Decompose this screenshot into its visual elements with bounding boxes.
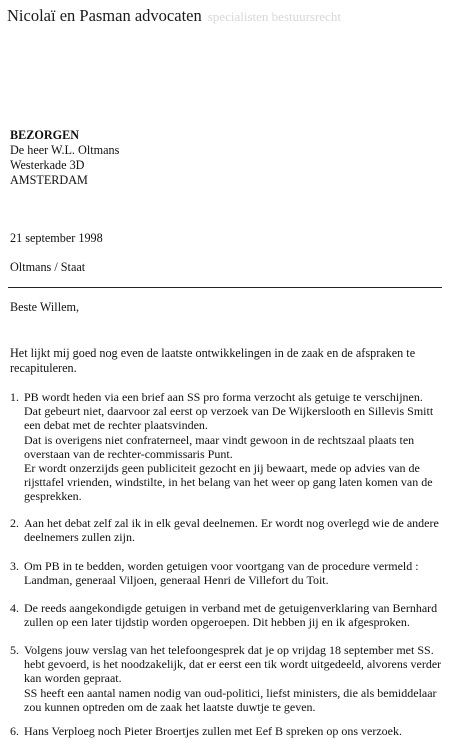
list-item [10,390,442,504]
list-item [10,516,442,544]
item-number: 1. [10,390,19,404]
salutation: Beste Willem, [10,300,80,314]
letter-reference: Oltmans / Staat [10,260,86,274]
item-paragraph: Aan het debat zelf zal ik in elk geval deelnemen. Er wordt nog overlegd wie de andere deelnemers zullen zijn. [24,516,439,545]
item-paragraph: Hans Verploeg noch Pieter Broertjes zullen met Eef B spreken op ons verzoek. [24,724,402,738]
recipient-street: Westerkade 3D [10,158,85,172]
item-paragraph: Volgens jouw verslag van het telefoongesprek dat je op vrijdag 18 september met SS. hebt gevoerd, is het noodzakelijk, dat er eerst een tik wordt uitgedeeld, alvorens verder kan worden gepraat. [24,643,442,686]
delivery-note: BEZORGEN [10,128,80,142]
item-paragraph: Er wordt onzerzijds geen publiciteit gezocht en jij bewaart, mede op advies van de rijsttafel vrienden, windstilte, in het belang van het weer op gang laten komen van de gesprekken. [24,461,433,504]
firm-name: Nicolaï en Pasman advocaten [7,6,202,25]
item-paragraph: Dat is overigens niet confraterneel, maar vindt gewoon in de rechtszaal plaats ten overstaan van de rechter-commissaris Punt. [24,432,415,461]
item-number: 3. [10,559,19,573]
letter-date: 21 september 1998 [10,231,103,245]
letterhead [7,6,341,26]
item-paragraph: SS heeft een aantal namen nodig van oud-politici, liefst ministers, die als bemiddelaar zou kunnen optreden om de zaak het laatste duwtje te geven. [24,685,437,714]
address-block [10,128,119,188]
item-number: 2. [10,516,19,530]
item-number: 4. [10,601,19,615]
recipient-city: AMSTERDAM [10,173,88,187]
item-paragraph: De reeds aangekondigde getuigen in verband met de getuigenverklaring van Bernhard zullen op een later tijdstip worden opgeroepen. Dit hebben jij en ik afgesproken. [24,601,438,630]
item-number: 6. [10,724,19,738]
list-item [10,601,442,629]
item-number: 5. [10,643,19,657]
divider [8,287,442,288]
intro-paragraph: Het lijkt mij goed nog even de laatste ontwikkelingen in de zaak en de afspraken te recapituleren. [10,346,416,375]
item-paragraph: Om PB in te bedden, worden getuigen voor voortgang van de procedure vermeld : Landman, generaal Viljoen, generaal Henri de Villefort du Toit. [24,559,419,588]
list-item [10,559,442,587]
recipient-name: De heer W.L. Oltmans [10,143,120,157]
list-item [10,724,442,738]
item-paragraph: PB wordt heden via een brief aan SS pro forma verzocht als getuige te verschijnen. Dat gebeurt niet, daarvoor zal eerst op verzoek van De Wijkerslooth en Sillevis Smitt een debat met de rechter plaatsvinden. [24,390,434,433]
list-item [10,643,442,714]
firm-tagline: specialisten bestuursrecht [207,9,341,24]
